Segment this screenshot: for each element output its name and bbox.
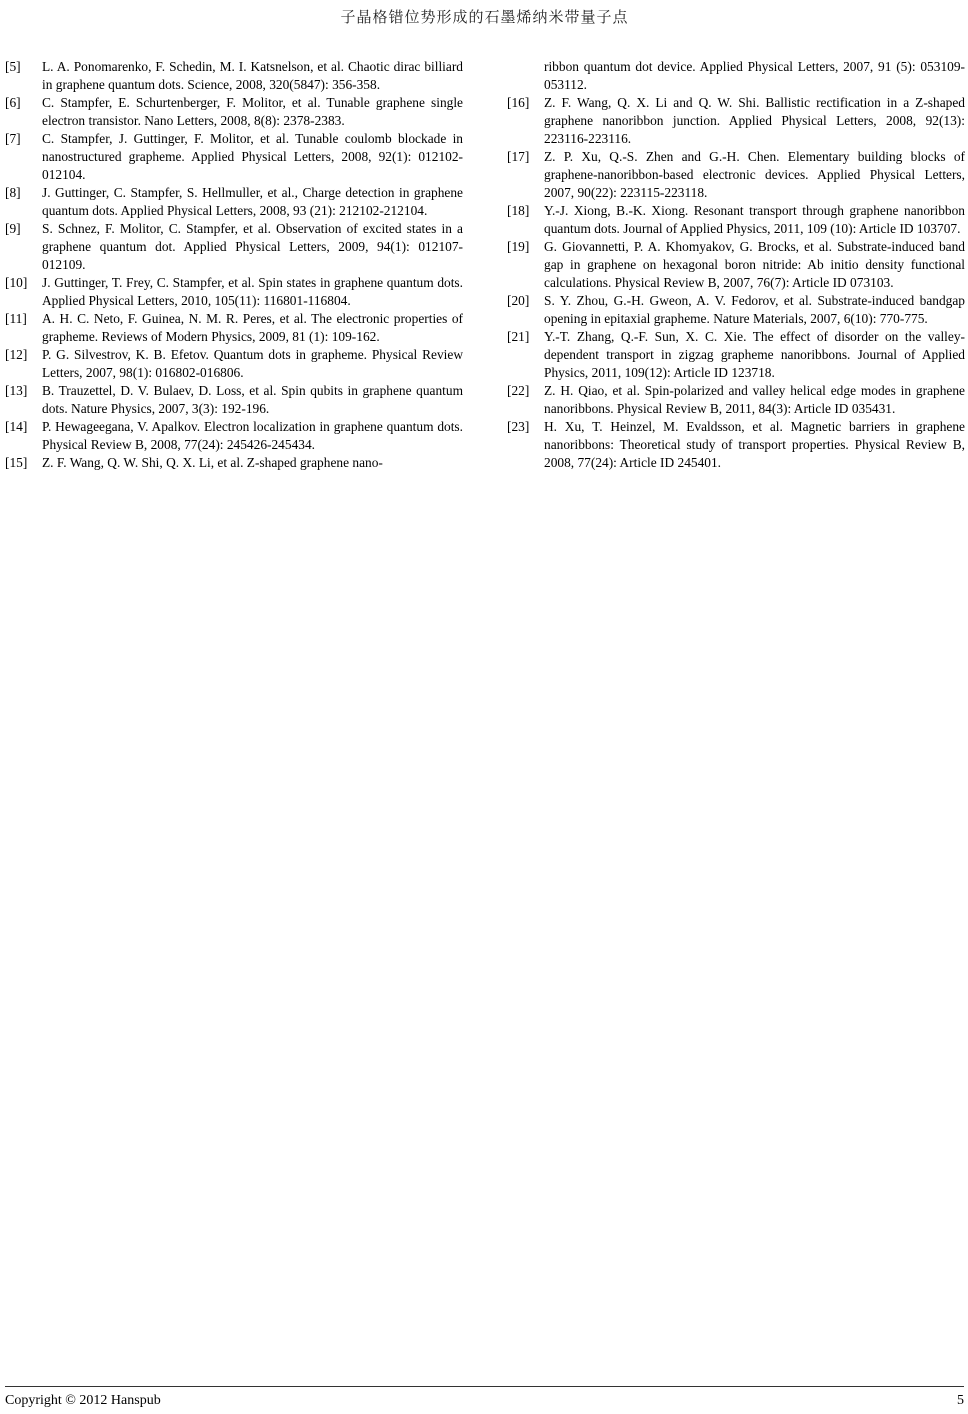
page-number: 5: [957, 1393, 964, 1408]
reference-number: [9]: [5, 221, 21, 236]
reference-item: [507, 292, 965, 328]
reference-text: C. Stampfer, E. Schurtenberger, F. Molitor, et al. Tunable graphene single electron transistor. Nano Letters, 2008, 8(8): 2378-2383.: [42, 95, 463, 128]
reference-item: [507, 238, 965, 292]
reference-text: P. Hewageegana, V. Apalkov. Electron localization in graphene quantum dots. Physical Review B, 2008, 77(24): 245426-245434.: [42, 419, 463, 452]
reference-number: [18]: [507, 203, 530, 218]
reference-text: J. Guttinger, C. Stampfer, S. Hellmuller, et al., Charge detection in graphene quantum dots. Applied Physical Letters, 2008, 93 (21): 212102-212104.: [42, 185, 463, 218]
reference-item: [5, 454, 463, 472]
page-header: [5, 8, 964, 28]
reference-item: [5, 94, 463, 130]
reference-number: [14]: [5, 419, 28, 434]
reference-item: [507, 418, 965, 472]
reference-text: P. G. Silvestrov, K. B. Efetov. Quantum dots in grapheme. Physical Review Letters, 2007, 98(1): 016802-016806.: [42, 347, 463, 380]
reference-number: [16]: [507, 95, 530, 110]
reference-item: [5, 346, 463, 382]
reference-item: [5, 418, 463, 454]
references-section: [5, 58, 964, 472]
reference-item: [507, 148, 965, 202]
reference-text: Z. H. Qiao, et al. Spin-polarized and valley helical edge modes in graphene nanoribbons. Physical Review B, 2011, 84(3): Article ID 035431.: [544, 383, 965, 416]
reference-number: [12]: [5, 347, 28, 362]
reference-number: [21]: [507, 329, 530, 344]
reference-item: [5, 130, 463, 184]
reference-item: [507, 202, 965, 238]
reference-item: [5, 310, 463, 346]
paper-title: 子晶格错位势形成的石墨烯纳米带量子点: [340, 10, 629, 26]
reference-item: [507, 328, 965, 382]
reference-number: [10]: [5, 275, 28, 290]
reference-item: [507, 382, 965, 418]
reference-text: Z. F. Wang, Q. X. Li and Q. W. Shi. Ballistic rectification in a Z-shaped graphene nanoribbon junction. Applied Physical Letters, 2008, 92(13): 223116-223116.: [544, 95, 965, 146]
reference-text: ribbon quantum dot device. Applied Physical Letters, 2007, 91 (5): 053109-053112.: [544, 59, 965, 92]
reference-text: J. Guttinger, T. Frey, C. Stampfer, et al. Spin states in graphene quantum dots. Applied Physical Letters, 2010, 105(11): 116801-116804.: [42, 275, 463, 308]
reference-text: Y.-J. Xiong, B.-K. Xiong. Resonant transport through graphene nanoribbon quantum dots. Journal of Applied Physics, 2011, 109 (10): Article ID 103707.: [544, 203, 965, 236]
reference-number: [20]: [507, 293, 530, 308]
reference-text: L. A. Ponomarenko, F. Schedin, M. I. Katsnelson, et al. Chaotic dirac billiard in graphene quantum dots. Science, 2008, 320(5847): 356-358.: [42, 59, 463, 92]
copyright-notice: Copyright © 2012 Hanspub: [5, 1393, 161, 1408]
references-right-column: [507, 58, 965, 472]
reference-text: G. Giovannetti, P. A. Khomyakov, G. Brocks, et al. Substrate-induced band gap in graphene on hexagonal boron nitride: Ab initio density functional calculations. Physical Review B, 2007, 76(7): Article ID 073103.: [544, 239, 965, 290]
reference-text: Y.-T. Zhang, Q.-F. Sun, X. C. Xie. The effect of disorder on the valley-dependent transport in zigzag grapheme nanoribbons. Journal of Applied Physics, 2011, 109(12): Article ID 123718.: [544, 329, 965, 380]
references-left-column: [5, 58, 463, 472]
reference-text: B. Trauzettel, D. V. Bulaev, D. Loss, et al. Spin qubits in graphene quantum dots. Nature Physics, 2007, 3(3): 192-196.: [42, 383, 463, 416]
reference-item: [5, 382, 463, 418]
reference-text: S. Schnez, F. Molitor, C. Stampfer, et al. Observation of excited states in a graphene quantum dot. Applied Physical Letters, 2009, 94(1): 012107-012109.: [42, 221, 463, 272]
reference-number: [17]: [507, 149, 530, 164]
page-footer: [5, 1386, 964, 1410]
reference-text: H. Xu, T. Heinzel, M. Evaldsson, et al. Magnetic barriers in graphene nanoribbons: Theoretical study of transport properties. Physical Review B, 2008, 77(24): Article ID 245401.: [544, 419, 965, 470]
reference-number: [13]: [5, 383, 28, 398]
reference-number: [8]: [5, 185, 21, 200]
reference-number: [7]: [5, 131, 21, 146]
reference-item-continuation: [507, 58, 965, 94]
reference-number: [19]: [507, 239, 530, 254]
reference-number: [5]: [5, 59, 21, 74]
reference-number: [22]: [507, 383, 530, 398]
reference-item: [5, 274, 463, 310]
reference-item: [5, 58, 463, 94]
reference-text: Z. P. Xu, Q.-S. Zhen and G.-H. Chen. Elementary building blocks of graphene-nanoribbon-based electronic devices. Applied Physical Letters, 2007, 90(22): 223115-223118.: [544, 149, 965, 200]
reference-text: Z. F. Wang, Q. W. Shi, Q. X. Li, et al. Z-shaped graphene nano-: [42, 455, 383, 470]
reference-item: [5, 220, 463, 274]
reference-item: [507, 94, 965, 148]
reference-text: C. Stampfer, J. Guttinger, F. Molitor, et al. Tunable coulomb blockade in nanostructured grapheme. Applied Physical Letters, 2008, 92(1): 012102-012104.: [42, 131, 463, 182]
reference-number: [15]: [5, 455, 28, 470]
reference-text: S. Y. Zhou, G.-H. Gweon, A. V. Fedorov, et al. Substrate-induced bandgap opening in epitaxial grapheme. Nature Materials, 2007, 6(10): 770-775.: [544, 293, 965, 326]
reference-text: A. H. C. Neto, F. Guinea, N. M. R. Peres, et al. The electronic properties of grapheme. Reviews of Modern Physics, 2009, 81 (1): 109-162.: [42, 311, 463, 344]
reference-number: [11]: [5, 311, 27, 326]
reference-item: [5, 184, 463, 220]
reference-number: [6]: [5, 95, 21, 110]
reference-number: [23]: [507, 419, 530, 434]
